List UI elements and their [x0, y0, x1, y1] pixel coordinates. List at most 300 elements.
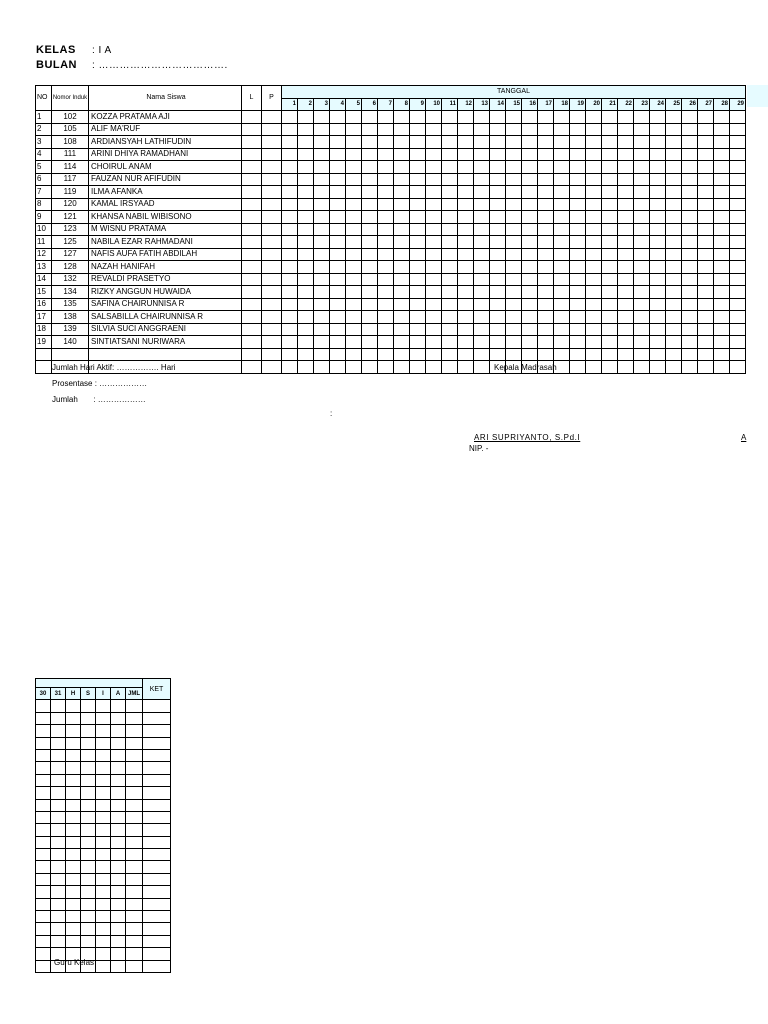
attendance-cell[interactable] — [458, 173, 474, 186]
summary-cell[interactable] — [111, 923, 126, 935]
summary-cell[interactable] — [143, 923, 171, 935]
attendance-cell[interactable] — [298, 136, 314, 149]
row-p[interactable] — [262, 173, 282, 186]
summary-cell[interactable] — [66, 824, 81, 836]
attendance-cell[interactable] — [634, 186, 650, 199]
summary-cell[interactable] — [143, 700, 171, 712]
attendance-cell[interactable] — [282, 186, 298, 199]
attendance-cell[interactable] — [570, 298, 586, 311]
attendance-cell[interactable] — [602, 211, 618, 224]
attendance-cell[interactable] — [474, 148, 490, 161]
attendance-cell[interactable] — [650, 273, 666, 286]
summary-cell[interactable] — [81, 849, 96, 861]
summary-cell[interactable] — [66, 774, 81, 786]
summary-cell[interactable] — [126, 737, 143, 749]
attendance-cell[interactable] — [346, 173, 362, 186]
attendance-cell[interactable] — [346, 261, 362, 274]
attendance-cell[interactable] — [378, 111, 394, 124]
attendance-cell[interactable] — [362, 298, 378, 311]
attendance-cell[interactable] — [538, 123, 554, 136]
attendance-cell[interactable] — [570, 111, 586, 124]
attendance-cell[interactable] — [474, 361, 490, 374]
attendance-cell[interactable] — [330, 261, 346, 274]
summary-cell[interactable] — [66, 811, 81, 823]
row-p[interactable] — [262, 361, 282, 374]
attendance-cell[interactable] — [394, 261, 410, 274]
attendance-cell[interactable] — [314, 261, 330, 274]
attendance-cell[interactable] — [490, 148, 506, 161]
summary-cell[interactable] — [126, 898, 143, 910]
attendance-cell[interactable] — [314, 273, 330, 286]
attendance-cell[interactable] — [682, 236, 698, 249]
attendance-cell[interactable] — [698, 261, 714, 274]
attendance-cell[interactable] — [458, 148, 474, 161]
summary-cell[interactable] — [51, 873, 66, 885]
attendance-cell[interactable] — [282, 311, 298, 324]
attendance-cell[interactable] — [714, 273, 730, 286]
attendance-cell[interactable] — [490, 261, 506, 274]
attendance-cell[interactable] — [698, 161, 714, 174]
row-l[interactable] — [242, 311, 262, 324]
attendance-cell[interactable] — [698, 223, 714, 236]
attendance-cell[interactable] — [394, 286, 410, 299]
attendance-cell[interactable] — [442, 198, 458, 211]
attendance-cell[interactable] — [666, 236, 682, 249]
summary-cell[interactable] — [126, 762, 143, 774]
attendance-cell[interactable] — [394, 161, 410, 174]
attendance-cell[interactable] — [330, 361, 346, 374]
summary-cell[interactable] — [36, 824, 51, 836]
attendance-cell[interactable] — [314, 123, 330, 136]
attendance-cell[interactable] — [570, 311, 586, 324]
attendance-cell[interactable] — [442, 298, 458, 311]
attendance-cell[interactable] — [522, 136, 538, 149]
attendance-cell[interactable] — [346, 361, 362, 374]
attendance-cell[interactable] — [426, 148, 442, 161]
attendance-cell[interactable] — [458, 311, 474, 324]
attendance-cell[interactable] — [298, 261, 314, 274]
attendance-cell[interactable] — [378, 236, 394, 249]
summary-cell[interactable] — [51, 799, 66, 811]
summary-cell[interactable] — [66, 749, 81, 761]
attendance-cell[interactable] — [586, 298, 602, 311]
attendance-cell[interactable] — [650, 298, 666, 311]
attendance-cell[interactable] — [330, 223, 346, 236]
attendance-cell[interactable] — [506, 148, 522, 161]
attendance-cell[interactable] — [314, 336, 330, 349]
attendance-cell[interactable] — [442, 323, 458, 336]
row-l[interactable] — [242, 361, 262, 374]
attendance-cell[interactable] — [554, 248, 570, 261]
summary-cell[interactable] — [143, 836, 171, 848]
summary-cell[interactable] — [126, 749, 143, 761]
attendance-cell[interactable] — [378, 123, 394, 136]
attendance-cell[interactable] — [618, 211, 634, 224]
attendance-cell[interactable] — [346, 186, 362, 199]
attendance-cell[interactable] — [634, 298, 650, 311]
attendance-cell[interactable] — [570, 136, 586, 149]
attendance-cell[interactable] — [714, 261, 730, 274]
attendance-cell[interactable] — [458, 186, 474, 199]
attendance-cell[interactable] — [666, 248, 682, 261]
summary-cell[interactable] — [126, 948, 143, 960]
row-l[interactable] — [242, 261, 262, 274]
attendance-cell[interactable] — [522, 236, 538, 249]
attendance-cell[interactable] — [442, 273, 458, 286]
attendance-cell[interactable] — [362, 161, 378, 174]
attendance-cell[interactable] — [442, 123, 458, 136]
attendance-cell[interactable] — [394, 223, 410, 236]
attendance-cell[interactable] — [314, 348, 330, 361]
attendance-cell[interactable] — [330, 211, 346, 224]
attendance-cell[interactable] — [730, 236, 746, 249]
summary-cell[interactable] — [96, 960, 111, 972]
summary-cell[interactable] — [111, 762, 126, 774]
attendance-cell[interactable] — [362, 311, 378, 324]
attendance-cell[interactable] — [474, 273, 490, 286]
summary-cell[interactable] — [111, 799, 126, 811]
summary-cell[interactable] — [126, 725, 143, 737]
attendance-cell[interactable] — [410, 261, 426, 274]
attendance-cell[interactable] — [394, 348, 410, 361]
attendance-cell[interactable] — [650, 336, 666, 349]
summary-cell[interactable] — [66, 836, 81, 848]
attendance-cell[interactable] — [458, 198, 474, 211]
attendance-cell[interactable] — [410, 236, 426, 249]
summary-cell[interactable] — [66, 935, 81, 947]
attendance-cell[interactable] — [698, 336, 714, 349]
attendance-cell[interactable] — [714, 211, 730, 224]
attendance-cell[interactable] — [474, 236, 490, 249]
attendance-cell[interactable] — [362, 211, 378, 224]
attendance-cell[interactable] — [442, 311, 458, 324]
attendance-cell[interactable] — [362, 323, 378, 336]
summary-cell[interactable] — [51, 762, 66, 774]
attendance-cell[interactable] — [570, 223, 586, 236]
summary-cell[interactable] — [143, 762, 171, 774]
attendance-cell[interactable] — [458, 111, 474, 124]
summary-cell[interactable] — [111, 811, 126, 823]
attendance-cell[interactable] — [698, 311, 714, 324]
attendance-cell[interactable] — [602, 323, 618, 336]
attendance-cell[interactable] — [554, 273, 570, 286]
attendance-cell[interactable] — [538, 223, 554, 236]
summary-cell[interactable] — [143, 774, 171, 786]
summary-cell[interactable] — [66, 886, 81, 898]
attendance-cell[interactable] — [458, 348, 474, 361]
attendance-cell[interactable] — [458, 361, 474, 374]
attendance-cell[interactable] — [570, 286, 586, 299]
attendance-cell[interactable] — [538, 173, 554, 186]
attendance-cell[interactable] — [570, 123, 586, 136]
attendance-cell[interactable] — [298, 273, 314, 286]
attendance-cell[interactable] — [522, 161, 538, 174]
attendance-cell[interactable] — [634, 361, 650, 374]
attendance-cell[interactable] — [330, 336, 346, 349]
summary-cell[interactable] — [66, 737, 81, 749]
attendance-cell[interactable] — [570, 336, 586, 349]
summary-cell[interactable] — [51, 886, 66, 898]
attendance-cell[interactable] — [682, 361, 698, 374]
attendance-cell[interactable] — [618, 348, 634, 361]
attendance-cell[interactable] — [490, 273, 506, 286]
summary-cell[interactable] — [36, 725, 51, 737]
attendance-cell[interactable] — [410, 311, 426, 324]
summary-cell[interactable] — [111, 725, 126, 737]
attendance-cell[interactable] — [458, 261, 474, 274]
attendance-cell[interactable] — [282, 261, 298, 274]
summary-cell[interactable] — [111, 935, 126, 947]
summary-cell[interactable] — [126, 923, 143, 935]
attendance-cell[interactable] — [458, 248, 474, 261]
summary-cell[interactable] — [143, 811, 171, 823]
attendance-cell[interactable] — [410, 148, 426, 161]
attendance-cell[interactable] — [618, 123, 634, 136]
attendance-cell[interactable] — [506, 248, 522, 261]
attendance-cell[interactable] — [602, 186, 618, 199]
attendance-cell[interactable] — [394, 248, 410, 261]
summary-cell[interactable] — [81, 873, 96, 885]
attendance-cell[interactable] — [586, 161, 602, 174]
attendance-cell[interactable] — [394, 273, 410, 286]
attendance-cell[interactable] — [618, 311, 634, 324]
attendance-cell[interactable] — [474, 323, 490, 336]
attendance-cell[interactable] — [554, 286, 570, 299]
attendance-cell[interactable] — [346, 286, 362, 299]
attendance-cell[interactable] — [330, 123, 346, 136]
attendance-cell[interactable] — [346, 148, 362, 161]
attendance-cell[interactable] — [330, 148, 346, 161]
attendance-cell[interactable] — [394, 148, 410, 161]
attendance-cell[interactable] — [538, 198, 554, 211]
summary-cell[interactable] — [81, 749, 96, 761]
row-p[interactable] — [262, 311, 282, 324]
attendance-cell[interactable] — [506, 223, 522, 236]
summary-cell[interactable] — [126, 849, 143, 861]
attendance-cell[interactable] — [522, 186, 538, 199]
attendance-cell[interactable] — [522, 311, 538, 324]
attendance-cell[interactable] — [442, 223, 458, 236]
attendance-cell[interactable] — [570, 348, 586, 361]
row-p[interactable] — [262, 136, 282, 149]
row-l[interactable] — [242, 286, 262, 299]
attendance-cell[interactable] — [682, 273, 698, 286]
attendance-cell[interactable] — [522, 261, 538, 274]
attendance-cell[interactable] — [586, 111, 602, 124]
attendance-cell[interactable] — [714, 348, 730, 361]
attendance-cell[interactable] — [538, 161, 554, 174]
attendance-cell[interactable] — [378, 273, 394, 286]
attendance-cell[interactable] — [490, 323, 506, 336]
attendance-cell[interactable] — [346, 323, 362, 336]
row-l[interactable] — [242, 273, 262, 286]
attendance-cell[interactable] — [714, 173, 730, 186]
attendance-cell[interactable] — [682, 311, 698, 324]
attendance-cell[interactable] — [298, 336, 314, 349]
attendance-cell[interactable] — [490, 348, 506, 361]
attendance-cell[interactable] — [618, 286, 634, 299]
attendance-cell[interactable] — [730, 148, 746, 161]
row-p[interactable] — [262, 336, 282, 349]
summary-cell[interactable] — [36, 911, 51, 923]
attendance-cell[interactable] — [282, 348, 298, 361]
attendance-cell[interactable] — [698, 136, 714, 149]
attendance-cell[interactable] — [506, 123, 522, 136]
attendance-cell[interactable] — [346, 236, 362, 249]
attendance-cell[interactable] — [730, 336, 746, 349]
row-l[interactable] — [242, 323, 262, 336]
summary-cell[interactable] — [36, 836, 51, 848]
attendance-cell[interactable] — [682, 198, 698, 211]
attendance-cell[interactable] — [538, 311, 554, 324]
summary-cell[interactable] — [36, 898, 51, 910]
summary-cell[interactable] — [126, 861, 143, 873]
attendance-cell[interactable] — [506, 186, 522, 199]
attendance-cell[interactable] — [554, 136, 570, 149]
attendance-cell[interactable] — [682, 336, 698, 349]
attendance-cell[interactable] — [650, 186, 666, 199]
attendance-cell[interactable] — [634, 223, 650, 236]
attendance-cell[interactable] — [538, 323, 554, 336]
attendance-cell[interactable] — [506, 311, 522, 324]
attendance-cell[interactable] — [458, 211, 474, 224]
attendance-cell[interactable] — [378, 148, 394, 161]
attendance-cell[interactable] — [442, 161, 458, 174]
summary-cell[interactable] — [111, 861, 126, 873]
attendance-cell[interactable] — [442, 336, 458, 349]
summary-cell[interactable] — [36, 886, 51, 898]
summary-cell[interactable] — [51, 923, 66, 935]
attendance-cell[interactable] — [442, 186, 458, 199]
row-l[interactable] — [242, 161, 262, 174]
attendance-cell[interactable] — [714, 323, 730, 336]
summary-cell[interactable] — [51, 725, 66, 737]
attendance-cell[interactable] — [506, 286, 522, 299]
summary-cell[interactable] — [126, 712, 143, 724]
attendance-cell[interactable] — [362, 198, 378, 211]
attendance-cell[interactable] — [602, 261, 618, 274]
attendance-cell[interactable] — [410, 111, 426, 124]
attendance-cell[interactable] — [602, 198, 618, 211]
attendance-cell[interactable] — [586, 311, 602, 324]
row-p[interactable] — [262, 261, 282, 274]
attendance-cell[interactable] — [586, 148, 602, 161]
attendance-cell[interactable] — [602, 348, 618, 361]
attendance-cell[interactable] — [554, 161, 570, 174]
attendance-cell[interactable] — [298, 223, 314, 236]
summary-cell[interactable] — [111, 787, 126, 799]
attendance-cell[interactable] — [650, 173, 666, 186]
attendance-cell[interactable] — [730, 161, 746, 174]
attendance-cell[interactable] — [362, 173, 378, 186]
attendance-cell[interactable] — [506, 211, 522, 224]
attendance-cell[interactable] — [474, 223, 490, 236]
attendance-cell[interactable] — [522, 323, 538, 336]
attendance-cell[interactable] — [586, 261, 602, 274]
attendance-cell[interactable] — [314, 186, 330, 199]
attendance-cell[interactable] — [650, 361, 666, 374]
summary-cell[interactable] — [81, 824, 96, 836]
attendance-cell[interactable] — [490, 173, 506, 186]
attendance-cell[interactable] — [490, 286, 506, 299]
attendance-cell[interactable] — [490, 248, 506, 261]
attendance-cell[interactable] — [362, 336, 378, 349]
attendance-cell[interactable] — [282, 123, 298, 136]
attendance-cell[interactable] — [666, 111, 682, 124]
summary-cell[interactable] — [96, 948, 111, 960]
attendance-cell[interactable] — [282, 148, 298, 161]
attendance-cell[interactable] — [554, 261, 570, 274]
attendance-cell[interactable] — [602, 336, 618, 349]
attendance-cell[interactable] — [458, 236, 474, 249]
attendance-cell[interactable] — [378, 186, 394, 199]
summary-cell[interactable] — [111, 824, 126, 836]
attendance-cell[interactable] — [698, 173, 714, 186]
attendance-cell[interactable] — [538, 261, 554, 274]
attendance-cell[interactable] — [506, 161, 522, 174]
attendance-cell[interactable] — [714, 311, 730, 324]
attendance-cell[interactable] — [362, 348, 378, 361]
attendance-cell[interactable] — [426, 298, 442, 311]
attendance-cell[interactable] — [586, 323, 602, 336]
attendance-cell[interactable] — [442, 211, 458, 224]
attendance-cell[interactable] — [298, 111, 314, 124]
attendance-cell[interactable] — [298, 236, 314, 249]
summary-cell[interactable] — [81, 774, 96, 786]
attendance-cell[interactable] — [538, 111, 554, 124]
attendance-cell[interactable] — [634, 323, 650, 336]
summary-cell[interactable] — [96, 762, 111, 774]
row-l[interactable] — [242, 236, 262, 249]
attendance-cell[interactable] — [634, 173, 650, 186]
attendance-cell[interactable] — [666, 336, 682, 349]
attendance-cell[interactable] — [682, 136, 698, 149]
row-l[interactable] — [242, 173, 262, 186]
attendance-cell[interactable] — [522, 273, 538, 286]
attendance-cell[interactable] — [522, 148, 538, 161]
attendance-cell[interactable] — [602, 236, 618, 249]
attendance-cell[interactable] — [330, 186, 346, 199]
summary-cell[interactable] — [143, 737, 171, 749]
attendance-cell[interactable] — [714, 136, 730, 149]
attendance-cell[interactable] — [426, 361, 442, 374]
attendance-cell[interactable] — [426, 261, 442, 274]
attendance-cell[interactable] — [330, 236, 346, 249]
attendance-cell[interactable] — [282, 198, 298, 211]
summary-cell[interactable] — [96, 873, 111, 885]
summary-cell[interactable] — [81, 712, 96, 724]
summary-cell[interactable] — [66, 873, 81, 885]
attendance-cell[interactable] — [618, 173, 634, 186]
attendance-cell[interactable] — [586, 223, 602, 236]
attendance-cell[interactable] — [602, 361, 618, 374]
summary-cell[interactable] — [111, 960, 126, 972]
attendance-cell[interactable] — [602, 273, 618, 286]
attendance-cell[interactable] — [650, 148, 666, 161]
attendance-cell[interactable] — [474, 123, 490, 136]
attendance-cell[interactable] — [362, 136, 378, 149]
attendance-cell[interactable] — [586, 248, 602, 261]
summary-cell[interactable] — [143, 948, 171, 960]
attendance-cell[interactable] — [554, 198, 570, 211]
row-p[interactable] — [262, 323, 282, 336]
attendance-cell[interactable] — [458, 286, 474, 299]
attendance-cell[interactable] — [314, 148, 330, 161]
attendance-cell[interactable] — [714, 198, 730, 211]
row-p[interactable] — [262, 198, 282, 211]
summary-cell[interactable] — [126, 836, 143, 848]
attendance-cell[interactable] — [314, 361, 330, 374]
